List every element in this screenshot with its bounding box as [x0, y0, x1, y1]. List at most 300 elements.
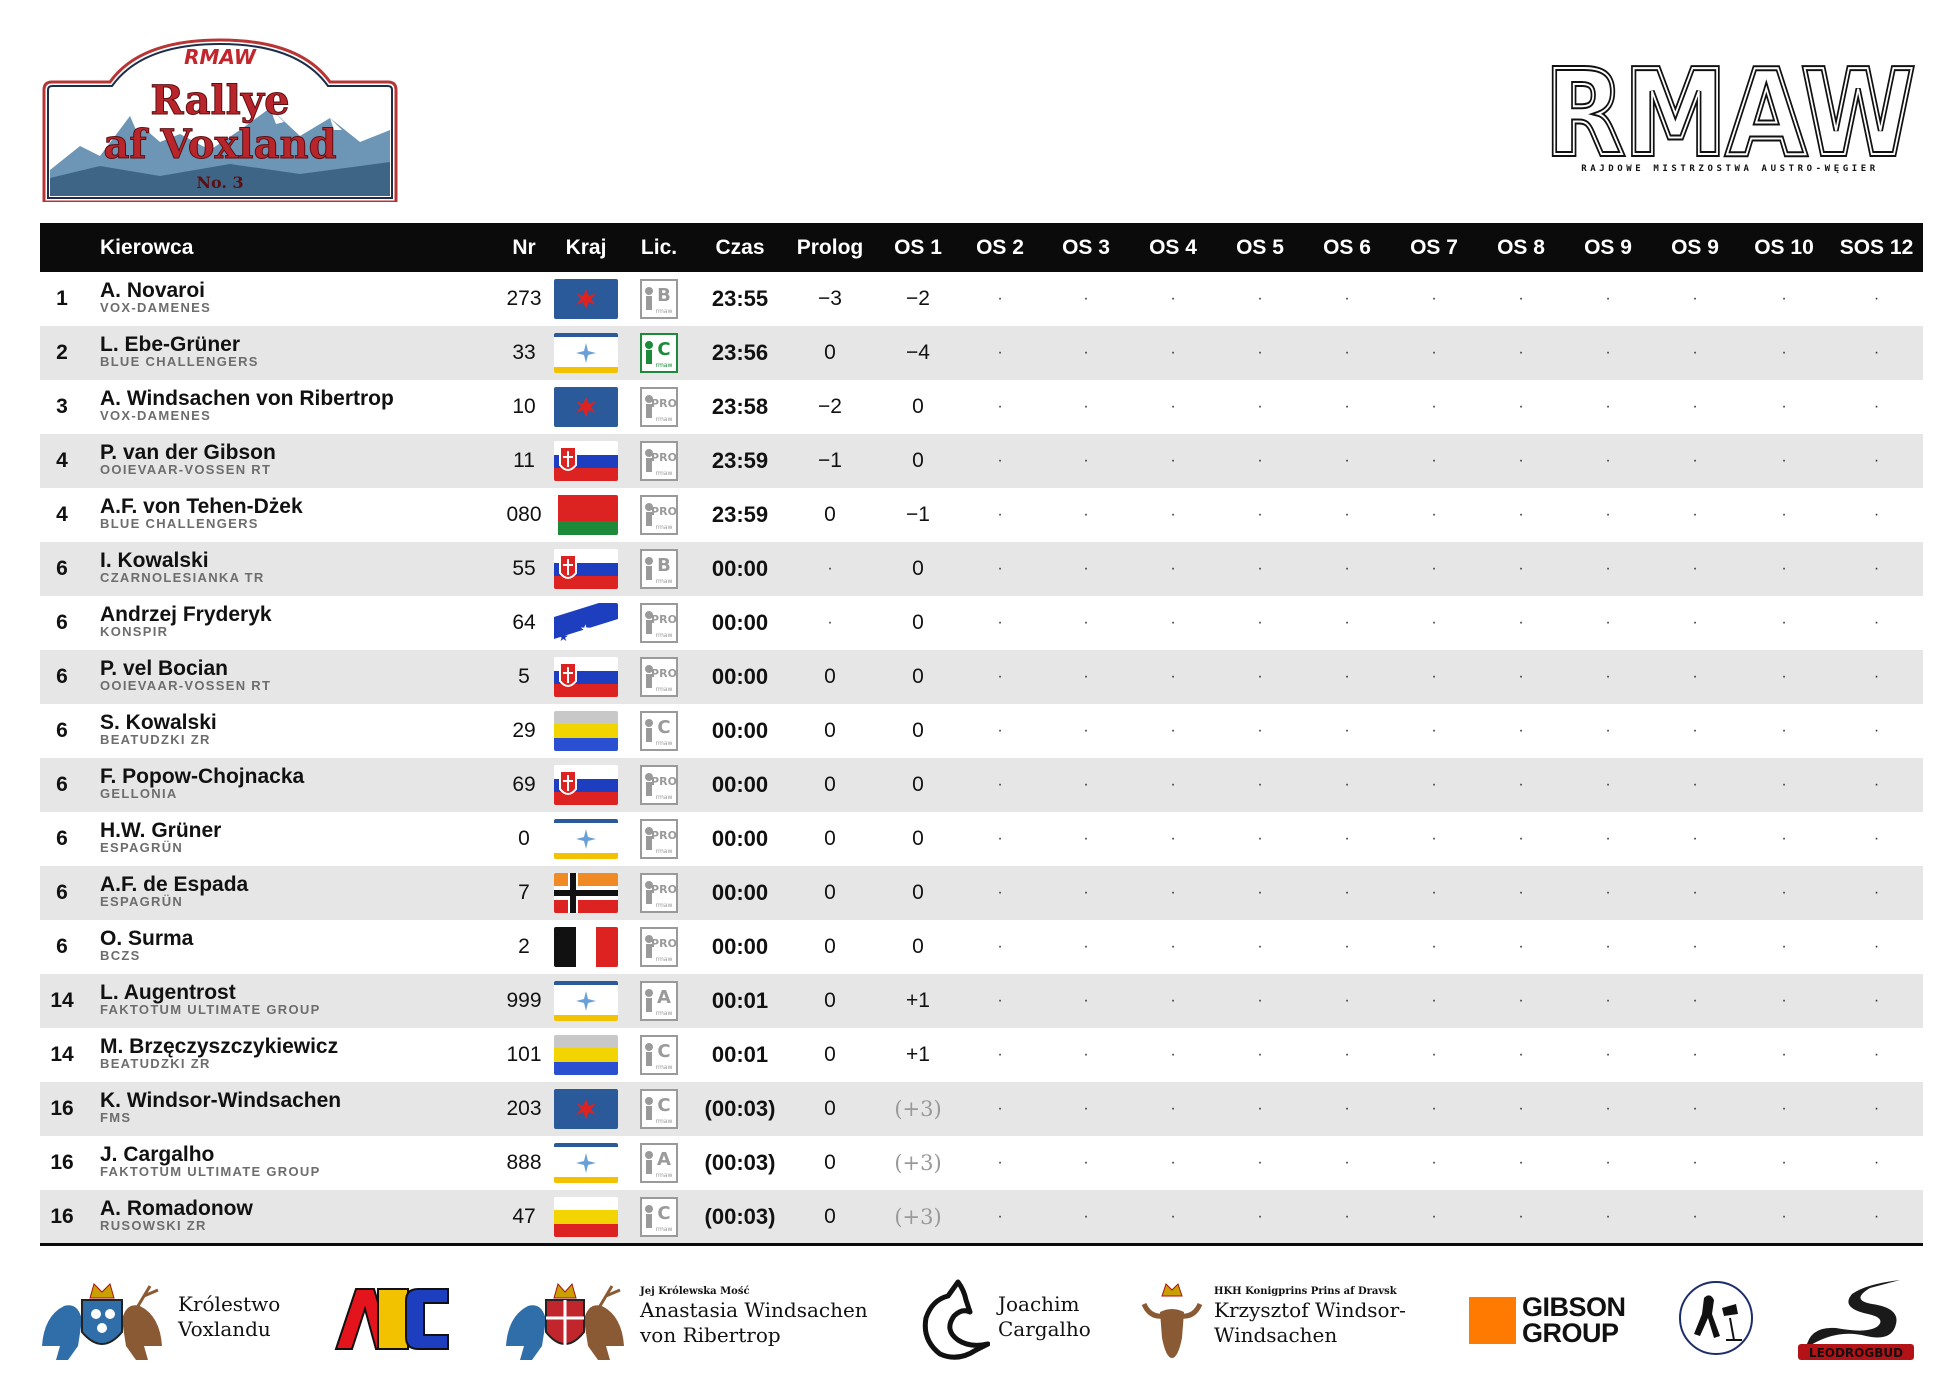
driver-name: P. vel Bocian [100, 657, 229, 680]
driver-name: A. Novaroi [100, 279, 206, 302]
svg-text:B: B [657, 285, 671, 306]
svg-text:rmaw: rmaw [655, 1064, 673, 1071]
driver-cell [100, 1199, 253, 1232]
row-position: 6 [56, 557, 68, 580]
table-row [40, 326, 1923, 380]
stage-empty-result: · [1605, 398, 1611, 415]
total-time: 23:58 [711, 394, 769, 419]
stage-empty-result: · [1083, 1046, 1089, 1063]
stage-empty-result: · [1781, 776, 1787, 793]
stage-empty-result: · [1873, 722, 1880, 739]
table-header [40, 223, 1923, 272]
stage-empty-result: · [1518, 776, 1524, 793]
svg-text:C: C [657, 339, 671, 360]
country-flag-icon [554, 333, 618, 373]
prolog-result: 0 [824, 827, 836, 850]
car-number: 47 [512, 1205, 536, 1228]
driver-cell [100, 713, 217, 746]
table-row [40, 812, 1923, 866]
stage-empty-result: · [1518, 614, 1524, 631]
sponsor-anastasia-text [640, 1286, 868, 1348]
stage-empty-result: · [1344, 1100, 1350, 1117]
stage-empty-result: · [1257, 1046, 1263, 1063]
stage-empty-result: · [1083, 938, 1089, 955]
driver-cell [100, 767, 304, 800]
driver-cell [100, 1145, 321, 1178]
stage-empty-result: · [1518, 560, 1524, 577]
stage-empty-result: · [1257, 938, 1263, 955]
driver-name: I. Kowalski [100, 549, 209, 572]
os1-result: (+3) [894, 1097, 942, 1121]
prolog-result: −2 [818, 395, 842, 418]
car-number: 29 [512, 719, 536, 742]
row-position: 4 [56, 503, 68, 526]
os1-result: 0 [912, 719, 924, 742]
stage-empty-result: · [1170, 452, 1176, 469]
os1-result: 0 [912, 557, 924, 580]
driver-cell [100, 335, 259, 368]
stage-empty-result: · [1344, 776, 1350, 793]
svg-text:PRO: PRO [651, 667, 677, 680]
driver-team: KONSPIR [100, 624, 169, 639]
stage-empty-result: · [1083, 722, 1089, 739]
stage-empty-result: · [1873, 884, 1880, 901]
driver-cell [100, 983, 321, 1016]
stage-empty-result: · [1257, 344, 1263, 361]
stage-empty-result: · [1781, 668, 1787, 685]
total-time: 23:59 [711, 502, 769, 527]
stage-empty-result: · [1257, 614, 1263, 631]
stage-empty-result: · [1605, 776, 1611, 793]
col-header-os7: OS 7 [1410, 236, 1458, 259]
col-header-os8: OS 8 [1497, 236, 1545, 259]
driver-team: FAKTOTUM ULTIMATE GROUP [100, 1164, 321, 1179]
stage-empty-result: · [1873, 398, 1880, 415]
driver-team: FAKTOTUM ULTIMATE GROUP [100, 1002, 321, 1017]
country-flag-icon [554, 603, 618, 643]
rmaw-logo-letters [1540, 62, 1920, 162]
os1-result: 0 [912, 395, 924, 418]
license-badge-icon [640, 657, 678, 697]
stage-empty-result: · [1170, 776, 1176, 793]
driver-name: F. Popow-Chojnacka [100, 765, 305, 788]
prolog-result: 0 [824, 503, 836, 526]
stage-empty-result: · [1257, 668, 1263, 685]
sponsor-cargalho-line1: Joachim [998, 1292, 1080, 1316]
rmaw-logo-inline: RMAW [1545, 62, 1915, 162]
prolog-result: 0 [824, 341, 836, 364]
total-time: 00:00 [711, 826, 769, 851]
stage-empty-result: · [1873, 1046, 1880, 1063]
stage-empty-result: · [1257, 884, 1263, 901]
prolog-result: 0 [824, 881, 836, 904]
os1-result: 0 [912, 449, 924, 472]
stage-empty-result: · [1873, 344, 1880, 361]
svg-text:rmaw: rmaw [655, 1226, 673, 1233]
stage-empty-result: · [1873, 776, 1880, 793]
sponsor-gibson-line2: GROUP [1522, 1318, 1619, 1348]
col-header-os4: OS 4 [1149, 236, 1197, 259]
driver-cell [100, 875, 248, 908]
svg-text:A: A [657, 1149, 671, 1170]
stage-empty-result: · [1518, 344, 1524, 361]
country-flag-icon [554, 495, 618, 535]
table-body [40, 272, 1923, 1244]
stage-empty-result: · [1692, 290, 1698, 307]
row-position: 16 [50, 1151, 74, 1174]
total-time: 00:00 [711, 718, 769, 743]
driver-name: M. Brzęczyszczykiewicz [100, 1035, 339, 1058]
stage-empty-result: · [1605, 1100, 1611, 1117]
stage-empty-result: · [1873, 1154, 1880, 1171]
akc-logo [334, 1287, 450, 1351]
stage-empty-result: · [997, 452, 1003, 469]
total-time: 23:56 [711, 340, 769, 365]
total-time: (00:03) [704, 1150, 776, 1175]
stage-empty-result: · [1873, 614, 1880, 631]
os1-result: 0 [912, 773, 924, 796]
stage-empty-result: · [1344, 1154, 1350, 1171]
license-badge-icon [640, 819, 678, 859]
country-flag-icon [554, 387, 618, 427]
sponsor-anastasia-line2: von Ribertrop [640, 1323, 781, 1347]
sponsor-krzysztof-text [1214, 1286, 1406, 1348]
total-time: 00:01 [711, 988, 769, 1013]
stage-empty-result: · [997, 938, 1003, 955]
svg-text:rmaw: rmaw [655, 848, 673, 855]
col-header-sos12: SOS 12 [1839, 236, 1914, 259]
stage-empty-result: · [1344, 992, 1350, 1009]
prolog-result: −3 [818, 287, 842, 310]
prolog-result: 0 [824, 1151, 836, 1174]
stage-empty-result: · [1083, 452, 1089, 469]
stage-empty-result: · [1431, 614, 1437, 631]
stage-empty-result: · [1170, 344, 1176, 361]
car-number: 11 [513, 449, 535, 472]
car-number: 101 [506, 1043, 542, 1066]
driver-team: ESPAGRÜN [100, 840, 184, 855]
stage-empty-result: · [1781, 614, 1787, 631]
stage-empty-result: · [997, 992, 1003, 1009]
stage-empty-result: · [1257, 992, 1263, 1009]
stage-empty-result: · [1873, 290, 1880, 307]
stage-empty-result: · [997, 1154, 1003, 1171]
stage-empty-result: · [1605, 614, 1611, 631]
stage-empty-result: · [1605, 1154, 1611, 1171]
row-position: 6 [56, 935, 68, 958]
license-badge-icon [640, 603, 678, 643]
svg-text:rmaw: rmaw [655, 902, 673, 909]
total-time: 00:00 [711, 880, 769, 905]
svg-text:rmaw: rmaw [655, 470, 673, 477]
table-row [40, 1190, 1923, 1244]
col-header-license: Lic. [640, 236, 678, 259]
driver-team: BEATUDZKI ZR [100, 732, 211, 747]
svg-text:★: ★ [602, 608, 613, 622]
akc-logo-text: AKC [334, 1287, 337, 1288]
license-badge-icon [640, 1197, 678, 1237]
stage-empty-result: · [1518, 938, 1524, 955]
country-flag-icon [554, 765, 618, 805]
stage-empty-result: · [1873, 560, 1880, 577]
stage-empty-result: · [1692, 1154, 1698, 1171]
stage-empty-result: · [1344, 884, 1350, 901]
stage-empty-result: · [1605, 884, 1611, 901]
badge-title-line2: af Voxland [103, 121, 337, 168]
stage-empty-result: · [1083, 1208, 1089, 1225]
driver-name: L. Augentrost [100, 981, 236, 1004]
car-number: 69 [512, 773, 536, 796]
driver-team: VOX-DAMENES [100, 300, 212, 315]
stage-empty-result: · [1873, 668, 1880, 685]
driver-name: Andrzej Fryderyk [100, 603, 272, 626]
driver-team: RUSOWSKI ZR [100, 1218, 207, 1233]
driver-cell [100, 443, 276, 476]
svg-text:PRO: PRO [651, 451, 677, 464]
sponsor-anastasia-line1: Anastasia Windsachen [640, 1298, 868, 1322]
row-position: 14 [50, 989, 74, 1012]
row-position: 6 [56, 881, 68, 904]
stage-empty-result: · [1257, 290, 1263, 307]
country-flag-icon [554, 981, 618, 1021]
stage-empty-result: · [1518, 1046, 1524, 1063]
license-badge-icon [640, 441, 678, 481]
car-number: 0 [518, 827, 530, 850]
stage-empty-result: · [1083, 614, 1089, 631]
stage-empty-result: · [1170, 830, 1176, 847]
driver-name: H.W. Grüner [100, 819, 222, 842]
stage-empty-result: · [1170, 1046, 1176, 1063]
driver-name: A. Windsachen von Ribertrop [100, 387, 394, 410]
stage-empty-result: · [1781, 506, 1787, 523]
badge-title-line1: Rallye [150, 77, 290, 124]
driver-team: CZARNOLESIANKA TR [100, 570, 265, 585]
sponsor-gibson-line1: GIBSON [1522, 1292, 1626, 1322]
svg-text:rmaw: rmaw [655, 1172, 673, 1179]
total-time: (00:03) [704, 1204, 776, 1229]
stage-empty-result: · [1605, 830, 1611, 847]
stage-empty-result: · [1170, 560, 1176, 577]
license-badge-icon [640, 927, 678, 967]
stage-empty-result: · [1692, 1208, 1698, 1225]
stage-empty-result: · [1257, 722, 1263, 739]
stage-empty-result: · [1692, 722, 1698, 739]
col-header-prolog: Prolog [796, 236, 864, 259]
stage-empty-result: · [1692, 830, 1698, 847]
stage-empty-result: · [1431, 344, 1437, 361]
os1-result: (+3) [894, 1151, 942, 1175]
country-flag-icon [554, 549, 618, 589]
col-header-time: Czas [715, 236, 765, 259]
stage-empty-result: · [997, 1046, 1003, 1063]
stage-empty-result: · [1518, 884, 1524, 901]
stage-empty-result: · [1518, 722, 1524, 739]
license-badge-icon [640, 279, 678, 319]
row-position: 16 [50, 1205, 74, 1228]
photographer-emblem-icon [1676, 1278, 1756, 1358]
driver-name: O. Surma [100, 927, 194, 950]
stage-empty-result: · [1781, 398, 1787, 415]
stage-empty-result: · [1873, 1208, 1880, 1225]
car-number: 080 [506, 503, 542, 526]
country-flag-icon [554, 657, 618, 697]
driver-name: K. Windsor-Windsachen [100, 1089, 342, 1112]
stage-empty-result: · [1344, 290, 1350, 307]
stage-empty-result: · [1692, 992, 1698, 1009]
driver-cell [100, 497, 303, 530]
driver-team: VOX-DAMENES [100, 408, 212, 423]
license-badge-icon [640, 1035, 678, 1075]
stage-empty-result: · [1692, 452, 1698, 469]
stage-empty-result: · [1605, 668, 1611, 685]
stage-empty-result: · [1257, 506, 1263, 523]
country-flag-icon [554, 1089, 618, 1129]
stage-empty-result: · [1873, 452, 1880, 469]
country-flag-icon [554, 1035, 618, 1075]
license-badge-icon [640, 549, 678, 589]
stage-empty-result: · [1257, 830, 1263, 847]
sponsor-krzysztof-line1: Krzysztof Windsor- [1214, 1298, 1406, 1322]
stage-empty-result: · [1344, 344, 1350, 361]
driver-name: P. van der Gibson [100, 441, 276, 464]
svg-text:rmaw: rmaw [655, 956, 673, 963]
os1-result: +1 [906, 989, 930, 1012]
total-time: 00:00 [711, 934, 769, 959]
row-position: 6 [56, 773, 68, 796]
stage-empty-result: · [1518, 452, 1524, 469]
sponsor-voxland-text [178, 1292, 280, 1342]
prolog-result: · [827, 560, 833, 577]
prolog-result: 0 [824, 1097, 836, 1120]
driver-team: BLUE CHALLENGERS [100, 354, 259, 369]
stage-empty-result: · [997, 290, 1003, 307]
country-flag-icon [554, 279, 618, 319]
stage-empty-result: · [1083, 830, 1089, 847]
table-row [40, 866, 1923, 920]
svg-text:C: C [657, 1095, 671, 1116]
car-number: 999 [506, 989, 542, 1012]
row-position: 6 [56, 611, 68, 634]
stage-empty-result: · [1518, 1154, 1524, 1171]
stage-empty-result: · [1170, 938, 1176, 955]
stage-empty-result: · [1518, 398, 1524, 415]
stage-empty-result: · [1170, 506, 1176, 523]
stage-empty-result: · [1605, 506, 1611, 523]
rmaw-logo-subtitle: RAJDOWE MISTRZOSTWA AUSTRO-WĘGIER [1581, 164, 1879, 174]
os1-result: −4 [906, 341, 930, 364]
os1-result: 0 [912, 827, 924, 850]
stage-empty-result: · [1605, 452, 1611, 469]
license-badge-icon [640, 1089, 678, 1129]
stage-empty-result: · [1257, 452, 1263, 469]
stage-empty-result: · [1257, 1208, 1263, 1225]
stage-empty-result: · [1781, 884, 1787, 901]
stage-empty-result: · [1781, 1154, 1787, 1171]
stage-empty-result: · [1605, 1208, 1611, 1225]
stage-empty-result: · [1170, 884, 1176, 901]
stage-empty-result: · [1344, 506, 1350, 523]
prolog-result: · [827, 614, 833, 631]
col-header-country: Kraj [565, 236, 607, 259]
stage-empty-result: · [1431, 1208, 1437, 1225]
stage-empty-result: · [1781, 290, 1787, 307]
stage-empty-result: · [1431, 1154, 1437, 1171]
rallye-badge-logo [40, 38, 400, 202]
sponsor-cargalho-line2: Cargalho [998, 1317, 1091, 1341]
col-header-os2: OS 2 [976, 236, 1024, 259]
driver-cell [100, 659, 271, 692]
prolog-result: 0 [824, 1205, 836, 1228]
stage-empty-result: · [997, 830, 1003, 847]
svg-text:rmaw: rmaw [655, 1010, 673, 1017]
stage-empty-result: · [1083, 344, 1089, 361]
col-header-os10: OS 10 [1754, 236, 1814, 259]
col-header-os6: OS 6 [1323, 236, 1371, 259]
country-flag-icon [554, 711, 618, 751]
table-bottom-rule [40, 1243, 1923, 1246]
svg-text:★: ★ [580, 622, 591, 636]
driver-name: A. Romadonow [100, 1197, 253, 1220]
total-time: (00:03) [704, 1096, 776, 1121]
row-position: 6 [56, 827, 68, 850]
stage-empty-result: · [997, 344, 1003, 361]
table-row [40, 434, 1923, 488]
stage-empty-result: · [1781, 992, 1787, 1009]
stage-empty-result: · [1873, 1100, 1880, 1117]
os1-result: 0 [912, 881, 924, 904]
driver-team: BLUE CHALLENGERS [100, 516, 259, 531]
svg-text:rmaw: rmaw [655, 308, 673, 315]
table-row [40, 596, 1923, 650]
table-row [40, 380, 1923, 434]
rmaw-logo [1540, 62, 1920, 182]
stage-empty-result: · [1083, 992, 1089, 1009]
country-flag-icon [554, 927, 618, 967]
license-badge-icon [640, 1143, 678, 1183]
driver-cell [100, 929, 193, 962]
cargalho-fox-logo-icon [918, 1278, 990, 1360]
svg-text:PRO: PRO [651, 829, 677, 842]
stage-empty-result: · [1083, 668, 1089, 685]
driver-team: OOIEVAAR-VOSSEN RT [100, 462, 272, 477]
stage-empty-result: · [1692, 506, 1698, 523]
stage-empty-result: · [1873, 992, 1880, 1009]
stage-empty-result: · [1257, 776, 1263, 793]
stage-empty-result: · [997, 884, 1003, 901]
os1-result: (+3) [894, 1205, 942, 1229]
stage-empty-result: · [1083, 560, 1089, 577]
stage-empty-result: · [1431, 1046, 1437, 1063]
total-time: 00:00 [711, 610, 769, 635]
stage-empty-result: · [1781, 560, 1787, 577]
table-row [40, 974, 1923, 1028]
stage-empty-result: · [1692, 884, 1698, 901]
results-table [40, 223, 1923, 1244]
badge-number: No. 3 [196, 173, 244, 192]
total-time: 00:00 [711, 772, 769, 797]
license-badge-icon [640, 387, 678, 427]
stage-empty-result: · [1431, 938, 1437, 955]
stage-empty-result: · [1170, 1100, 1176, 1117]
stage-empty-result: · [1781, 722, 1787, 739]
svg-text:rmaw: rmaw [655, 416, 673, 423]
svg-text:rmaw: rmaw [655, 1118, 673, 1125]
table-row [40, 704, 1923, 758]
driver-name: A.F. de Espada [100, 873, 249, 896]
stage-empty-result: · [997, 668, 1003, 685]
svg-text:rmaw: rmaw [655, 632, 673, 639]
stage-empty-result: · [1781, 830, 1787, 847]
